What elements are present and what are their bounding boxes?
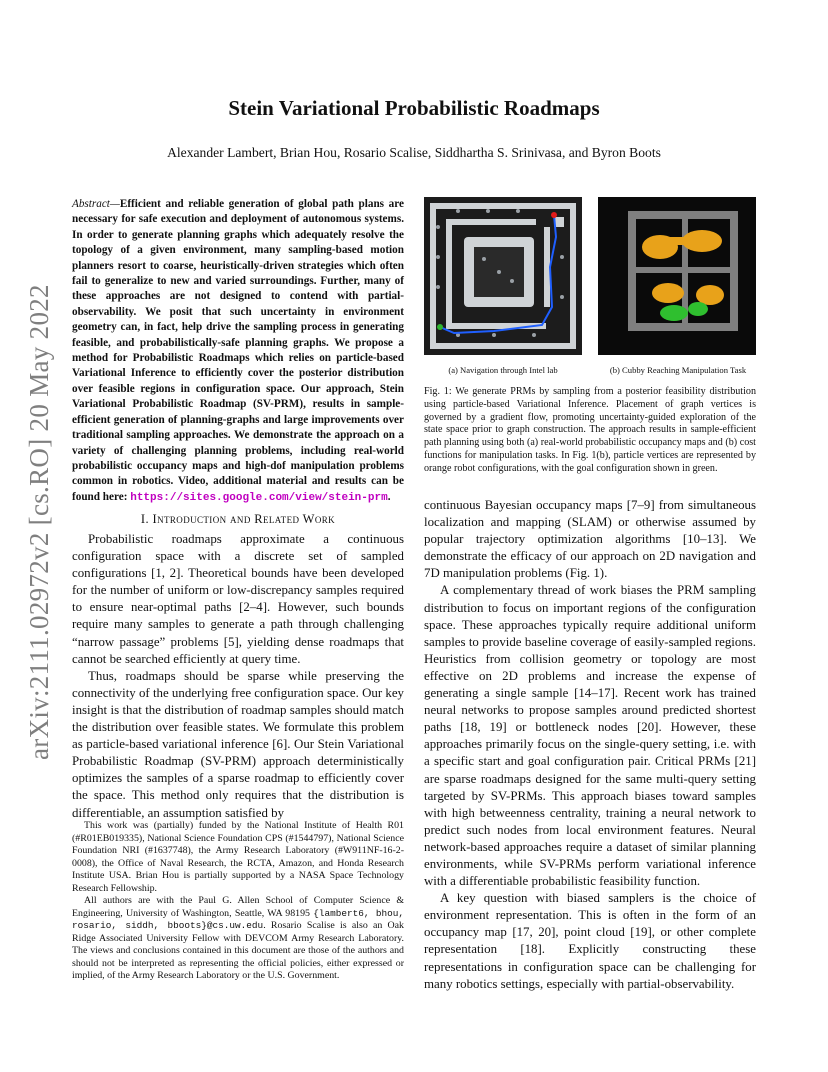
- intro-right-column: [424, 497, 756, 993]
- author-emails: {lambert6, bhou, rosario, siddh, bboots}@cs.uw.edu: [72, 907, 405, 931]
- figure-manipulation-task: [598, 197, 756, 355]
- section-heading: I. Introduction and Related Work: [140, 512, 336, 526]
- abstract-body: Efficient and reliable generation of global path plans are necessary for safe execution and deployment of autonomous systems. In order to generate planning graphs which adequately resolve the topology of a given environment, many sampling-based motion planners resort to coarse, heuristically-driven strategies which often fail to generalize to new and varied surroundings. Further, many of these approaches are not designed to contend with partial-observability. We posit that such uncertainty in environment geometry can, in fact, help drive the sampling process in generating feasible, and probabilistically-safe planning graphs. We propose a method for Probabilistic Roadmaps which relies on particle-based Variational Inference to efficiently cover the posterior distribution over feasible regions in configuration space. Our approach, Stein Variational Probabilistic Roadmap (SV-PRM), results in sample-efficient generation of planning-graphs and large improvements over traditional sampling approaches. We demonstrate the approach on a variety of challenging planning problems, including real-world probabilistic occupancy maps and high-dof manipulation problems common in robotics. Video, additional material and results can be found here:: [72, 198, 404, 503]
- author-list: Alexander Lambert, Brian Hou, Rosario Scalise, Siddhartha S. Srinivasa, and Byron Boots: [167, 145, 661, 160]
- subcaption-a: (a) Navigation through Intel lab: [448, 365, 558, 375]
- paragraph: A complementary thread of work biases the PRM sampling distribution to focus on important regions of the configuration space. These approaches typically require additional uniform samples to provide baseline coverage of easily-sampled regions. Heuristics from collision geometry or topology are most effective on 2D problems and increase the expense of generating a single sample [14–17]. Recent work has trained neural networks to propose samples around predicted shortest paths [18, 19] or bottleneck nodes [20]. However, these approaches primarily focus on the single-query setting, i.e. with a specific start and goal configuration pair. Critical PRMs [21] are sparse roadmaps designed for the same multi-query setting targeted by SV-PRMs. This approach biases toward samples with high betweenness centrality, training a neural network to predict such nodes from local environment features. Neural network-based approaches require a dataset of similar planning environments, while SV-PRMs perform variational inference with a differentiable probabilistic feasibility function.: [424, 583, 756, 889]
- paper-title: Stein Variational Probabilistic Roadmaps: [228, 96, 600, 120]
- subcaption-b: (b) Cubby Reaching Manipulation Task: [609, 365, 747, 375]
- abstract-lead: Abstract—: [72, 198, 120, 210]
- arxiv-identifier: arXiv:2111.02972v2 [cs.RO] 20 May 2022: [24, 284, 54, 760]
- paragraph: A key question with biased samplers is the choice of environment representation. This is often in the form of an occupancy map [17, 20], point cloud [19], or other complete representation [18]. Explicitly constructing these representations in configuration space can be challenging for many robotics settings, especially with partial-observability.: [424, 891, 756, 991]
- affiliation-footnote: All authors are with the Paul G. Allen School of Computer Science & Engineering, University of Washington, Seattle, WA 98195 {lambert6, bhou, rosario, siddh, bboots}@cs.uw.edu. Rosario Scalise is also an Oak Ridge Associated University Fellow with DEVCOM Army Research Laboratory. The views and conclusions contained in this document are those of the authors and should not be interpreted as representing the official policies, either expressed or implied, of the Army Research Laboratory or the U.S. Government.: [72, 895, 405, 981]
- paragraph: continuous Bayesian occupancy maps [7–9] from simultaneous localization and mapping (SLAM) or otherwise assumed by popular trajectory optimization algorithms [10–13]. We demonstrate the efficacy of our approach on 2D navigation and 7D manipulation problems (Fig. 1).: [424, 498, 756, 581]
- abstract: [72, 197, 404, 506]
- figure-navigation-map: [424, 197, 582, 355]
- footnotes: [72, 820, 404, 983]
- paragraph: Probabilistic roadmaps approximate a continuous configuration space with a discrete set of sampled configurations [1, 2]. Theoretical bounds have been developed for the number of uniform or low-discrepancy samples required to ensure near-optimal paths [2–4]. However, such bounds require many samples to generate a path through challenging “narrow passage” problems [5], yielding dense roadmaps that cannot be searched efficiently at query time.: [72, 532, 404, 666]
- project-url-link[interactable]: https://sites.google.com/view/stein-prm: [130, 491, 388, 504]
- funding-footnote: This work was (partially) funded by the National Institute of Health R01 (#R01EB019335), National Science Foundation CPS (#1544797), National Science Foundation NRI (#1637748), the Army Research Laboratory (#W911NF-16-2-0008), the Office of Naval Research, the RCTA, Amazon, and Honda Research Institute USA. Brian Hou is partially supported by a NASA Space Technology Research Fellowship.: [72, 820, 404, 894]
- abstract-tail: .: [387, 490, 391, 503]
- paragraph: Thus, roadmaps should be sparse while preserving the connectivity of the underlying free configuration space. Our key insight is that the distribution of roadmap samples should match the distribution over feasible states. We formulate this problem as particle-based variational inference [6]. Our Stein Variational Probabilistic Roadmap (SV-PRM) approach deterministically optimizes the samples of a sparse roadmap to efficiently cover the space. This method only requires that the distribution is differentiable, an assumption satisfied by: [72, 668, 404, 820]
- intro-left-column: [72, 531, 404, 822]
- figure-caption: Fig. 1: We generate PRMs by sampling from a posterior feasibility distribution using particle-based Variational Inference. Placement of graph vertices is governed by a gradient flow, promoting uncertainty-guided exploration of the state space prior to graph construction. The approach results in sample-efficient path planning using both (a) real-world probabilistic occupancy maps and (b) cost functions for manipulation tasks. In Fig. 1(b), particle vertices are represented by orange robot configurations, with the goal configuration shown in green.: [424, 386, 756, 474]
